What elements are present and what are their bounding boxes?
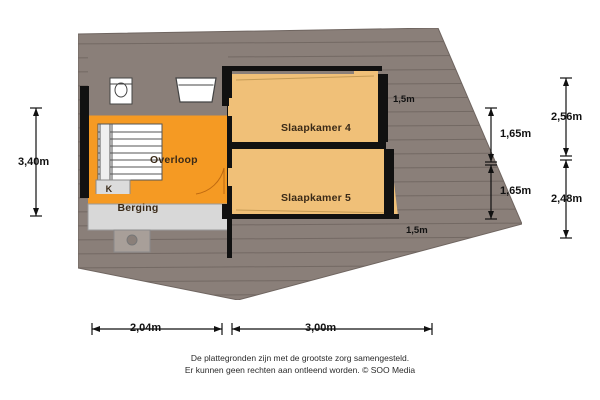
dim-right-inner-bottom: 1,65m bbox=[500, 185, 532, 197]
slaapkamer-5-label: Slaapkamer 5 bbox=[280, 192, 352, 204]
dim-right-inner-top: 1,65m bbox=[500, 128, 532, 140]
bathtub-icon bbox=[176, 78, 216, 102]
dim-right-outer-bottom: 2,48m bbox=[551, 193, 583, 205]
overloop-label: Overloop bbox=[150, 154, 198, 166]
toilet-icon bbox=[110, 78, 132, 104]
footer-disclaimer bbox=[0, 352, 600, 376]
wall-right-top bbox=[378, 74, 388, 142]
wall-bedroom-bottom bbox=[227, 214, 399, 219]
wall-between-bedrooms bbox=[230, 142, 386, 149]
wall-bedroom-top bbox=[227, 66, 382, 71]
wall-right-bottom bbox=[384, 149, 394, 217]
staircase bbox=[98, 124, 162, 180]
ceiling-height-top: 1,5m bbox=[393, 94, 415, 105]
footer-line-1: De plattegronden zijn met de grootste zorg samengesteld. bbox=[190, 353, 410, 363]
berging-label: Berging bbox=[117, 202, 159, 214]
dim-bottom-left: 2,04m bbox=[130, 322, 162, 334]
interior-plan bbox=[78, 28, 522, 300]
dim-bottom-right: 3,00m bbox=[305, 322, 337, 334]
dim-right-outer-top: 2,56m bbox=[551, 111, 583, 123]
kitchenette-label: K bbox=[105, 184, 113, 194]
footer-line-2: Er kunnen geen rechten aan ontleend worden. © SOO Media bbox=[184, 365, 416, 375]
wall-left-exterior bbox=[80, 86, 89, 198]
door-slaapkamer-5 bbox=[228, 168, 232, 186]
slaapkamer-4-label: Slaapkamer 4 bbox=[280, 122, 352, 134]
dim-left-vertical: 3,40m bbox=[18, 156, 50, 168]
ceiling-height-bottom: 1,5m bbox=[406, 225, 428, 236]
